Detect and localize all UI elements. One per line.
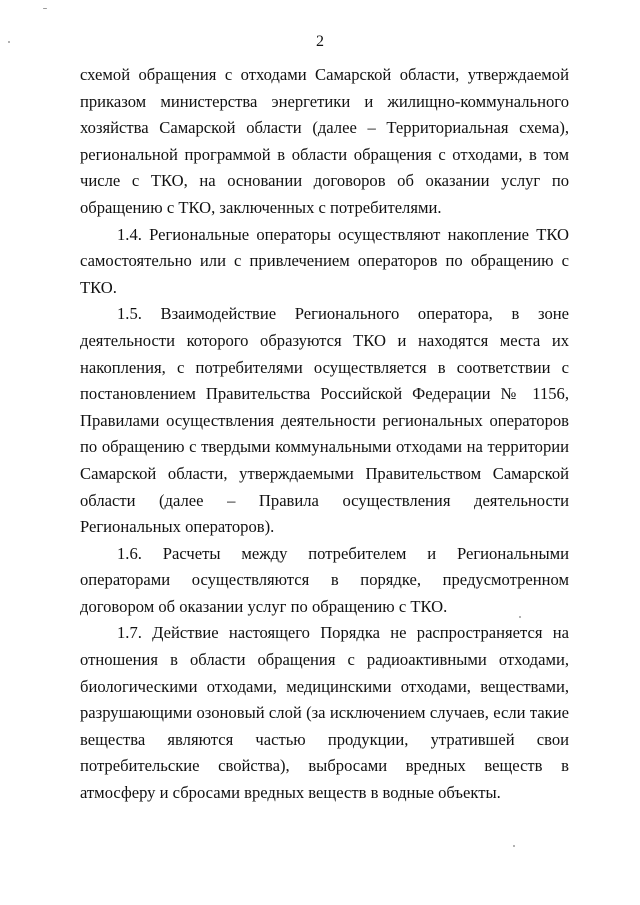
scan-speck [43,8,47,9]
body-text [80,62,569,807]
paragraph-1-4: 1.4. Региональные операторы осуществляют накопление ТКО самостоятельно или с привлечением операторов по обращению с ТКО. [80,224,569,297]
paragraph-1-5: 1.5. Взаимодействие Регионального оператора, в зоне деятельности которого образуются ТКО и находятся места их накопления, с потребителями осуществляется в соответствии с постановлением Правительства Российской Федерации № 1156, Правилами осуществления деятельности региональных операторов по обращению с твердыми коммунальными отходами на территории Самарской области, утверждаемыми Правительством Самарской области (далее – Правила осуществления деятельности Региональных операторов). [80,304,569,537]
page-number: 2 [316,33,324,50]
paragraph-1-6: 1.6. Расчеты между потребителем и Региональными операторами осуществляются в порядке, предусмотренном договором об оказании услуг по обращению с ТКО. [80,543,569,616]
paragraph-continuation: схемой обращения с отходами Самарской области, утверждаемой приказом министерства энергетики и жилищно-коммунального хозяйства Самарской области (далее – Территориальная схема), региональной программой в области обращения с отходами, в том числе с ТКО, на основании договоров об оказании услуг по обращению с ТКО, заключенных с потребителями. [80,65,569,217]
paragraph-1-7: 1.7. Действие настоящего Порядка не распространяется на отношения в области обращения с радиоактивными отходами, биологическими отходами, медицинскими отходами, веществами, разрушающими озоновый слой (за исключением случаев, если такие вещества являются частью продукции, утратившей свои потребительские свойства), выбросами вредных веществ в атмосферу и сбросами вредных веществ в водные объекты. [80,623,569,803]
scan-speck [513,845,515,847]
